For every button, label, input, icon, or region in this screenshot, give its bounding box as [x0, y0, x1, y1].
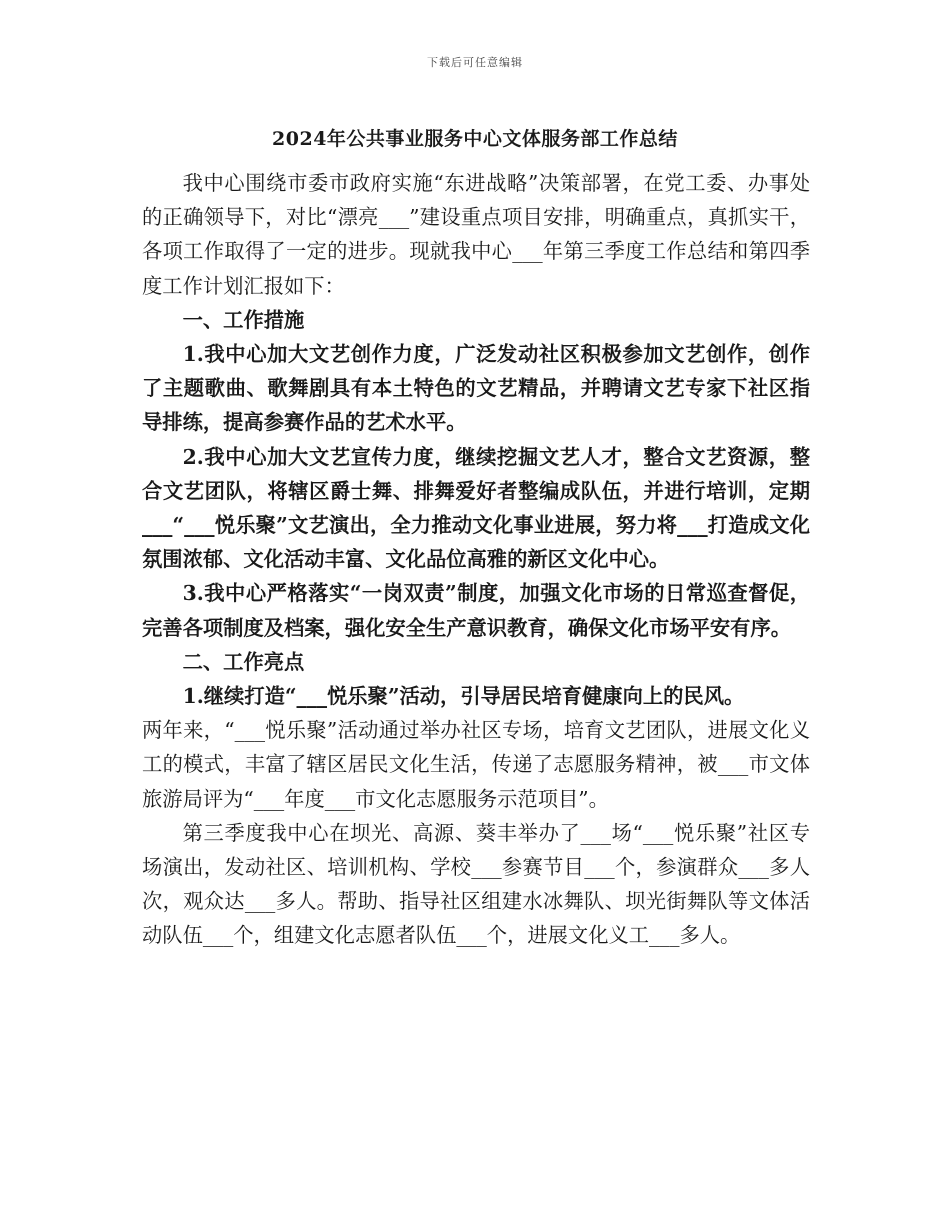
highlight-paragraph-2: 第三季度我中心在坝光、高源、葵丰举办了___场“___悦乐聚”社区专场演出，发动社区、培训机构、学校___参赛节目___个，参演群众___多人次，观众达___多人。帮助、指导社区组建水冰舞队、坝光街舞队等文体活动队伍___个，组建文化志愿者队伍___个，进展文化义工___多人。 — [142, 820, 810, 948]
highlight-item-1: 1.继续打造“___悦乐聚”活动，引导居民培育健康向上的民风。 — [182, 684, 745, 709]
header-note: 下载后可任意编辑 — [427, 56, 523, 69]
measure-item-3: 3.我中心严格落实“一岗双责”制度，加强文化市场的日常巡查督促，完善各项制度及档案，强化安全生产意识教育，确保文化市场平安有序。 — [142, 581, 810, 640]
intro-paragraph: 我中心围绕市委市政府实施“东进战略”决策部署，在党工委、办事处的正确领导下，对比“漂亮___”建设重点项目安排，明确重点，真抓实干，各项工作取得了一定的进步。现就我中心___年第三季度工作总结和第四季度工作计划汇报如下： — [142, 171, 810, 298]
section-heading-highlights: 二、工作亮点 — [182, 649, 305, 674]
document-title: 2024年公共事业服务中心文体服务部工作总结 — [272, 128, 678, 150]
measure-item-1: 1.我中心加大文艺创作力度，广泛发动社区积极参加文艺创作，创作了主题歌曲、歌舞剧具有本土特色的文艺精品，并聘请文艺专家下社区指导排练，提高参赛作品的艺术水平。 — [142, 342, 810, 435]
measure-item-2: 2.我中心加大文艺宣传力度，继续挖掘文艺人才，整合文艺资源，整合文艺团队，将辖区爵士舞、排舞爱好者整编成队伍，并进行培训，定期___“___悦乐聚”文艺演出，全力推动文化事业进展，努力将___打造成文化氛围浓郁、文化活动丰富、文化品位高雅的新区文化中心。 — [142, 444, 810, 572]
document-body — [142, 166, 810, 953]
highlight-paragraph-1: 两年来，“___悦乐聚”活动通过举办社区专场，培育文艺团队，进展文化义工的模式，丰富了辖区居民文化生活，传递了志愿服务精神，被___市文体旅游局评为“___年度___市文化志愿服务示范项目”。 — [142, 718, 810, 811]
section-heading-measures: 一、工作措施 — [182, 307, 305, 332]
